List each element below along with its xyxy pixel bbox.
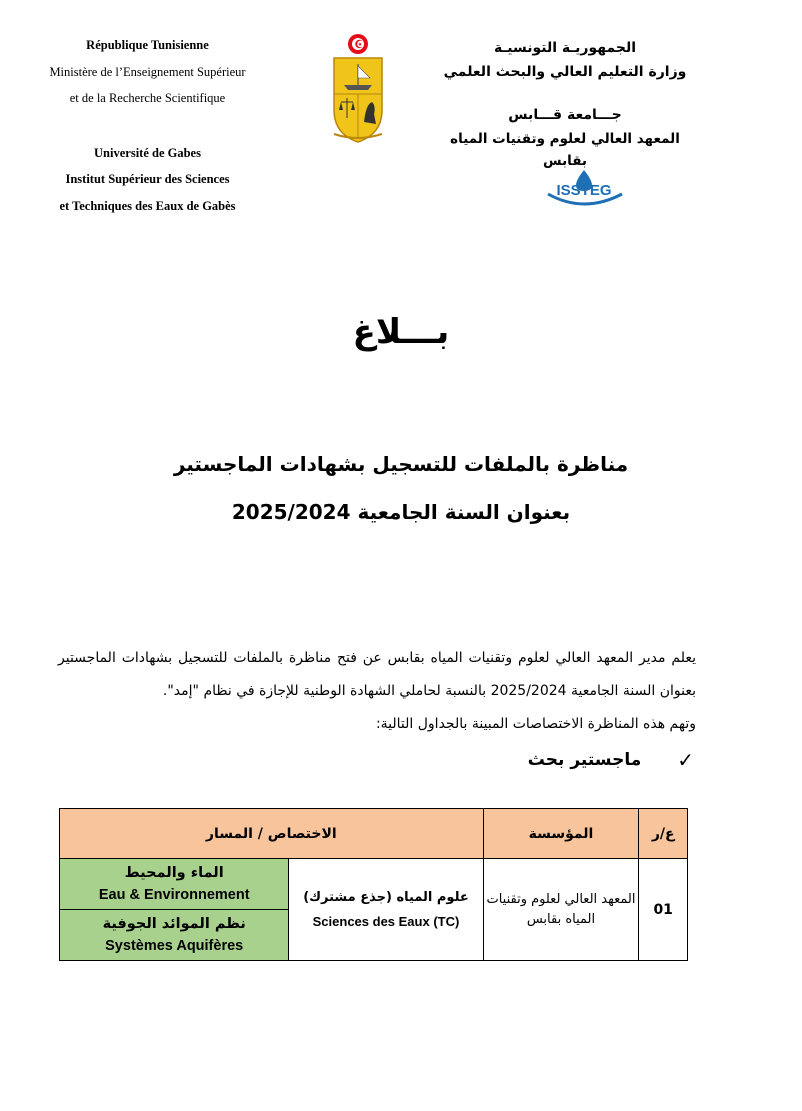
header-specialty: الاختصاص / المسار — [60, 809, 484, 859]
header-num: ع/ر — [639, 809, 688, 859]
fr-republic: République Tunisienne — [86, 38, 209, 52]
fr-ministry-cont: et de la Recherche Scientifique — [69, 91, 226, 105]
ar-institute: المعهد العالي لعلوم وتقنيات المياه بقابس — [450, 131, 680, 169]
ar-republic: الجمهوريـة التونسيـة — [493, 40, 637, 56]
track-1-ar: الماء والمحيط — [124, 865, 224, 881]
fr-university: Université de Gabes — [94, 145, 201, 160]
table-header-row — [60, 809, 688, 859]
row-specialty — [289, 859, 483, 961]
header-fr — [20, 36, 275, 223]
logo-text: ISSTEG — [556, 182, 612, 199]
issteg-logo — [540, 168, 630, 210]
header-ar — [430, 36, 700, 169]
row-num: 01 — [639, 859, 688, 961]
track-1-fr: Eau & Environnement — [98, 887, 250, 903]
table-row — [60, 859, 688, 910]
header-institution: المؤسسة — [483, 809, 639, 859]
master-table — [59, 808, 688, 961]
research-master-label: ماجستير بحث — [527, 750, 642, 770]
research-master-heading — [528, 748, 694, 772]
announcement-body — [58, 642, 696, 741]
specialty-ar: علوم المياه (جذع مشترك) — [303, 889, 469, 905]
fr-ministry: Ministère de l’Enseignement Supérieur — [49, 64, 246, 79]
fr-institute: Institut Supérieur des Sciences — [65, 172, 230, 186]
tunisia-emblem-icon — [328, 30, 388, 145]
checkmark-icon: ✓ — [677, 748, 694, 772]
notice-year: بعنوان السنة الجامعية 2025/2024 — [231, 500, 571, 524]
ar-university: جـــامعة قـــابس — [508, 107, 622, 123]
specialty-fr: Sciences des Eaux (TC) — [312, 913, 460, 929]
notice-title: بـــلاغ — [352, 312, 450, 352]
track-2-ar: نظم الموائد الجوفية — [102, 916, 246, 932]
ar-ministry: وزارة التعليم العالي والبحث العلمي — [443, 64, 687, 80]
fr-institute-cont: et Techniques des Eaux de Gabès — [59, 198, 236, 213]
announcement-intro: وتهم هذه المناظرة الاختصاصات المبينة بالجداول التالية: — [375, 716, 696, 732]
track-cell-2 — [60, 910, 289, 961]
track-cell-1 — [60, 859, 289, 910]
row-institution: المعهد العالي لعلوم وتقنيات المياه بقابس — [483, 859, 639, 961]
announcement-paragraph: يعلم مدير المعهد العالي لعلوم وتقنيات المياه بقابس عن فتح مناظرة بالملفات للتسجيل بشهادات الماجستير بعنوان السنة الجامعية 2025/2024 بالنسبة لحاملي الشهادة الوطنية للإجازة في نظام "إمد". — [58, 650, 696, 699]
track-2-fr: Systèmes Aquifères — [105, 938, 244, 954]
notice-subtitle: مناظرة بالملفات للتسجيل بشهادات الماجستير — [173, 452, 629, 476]
